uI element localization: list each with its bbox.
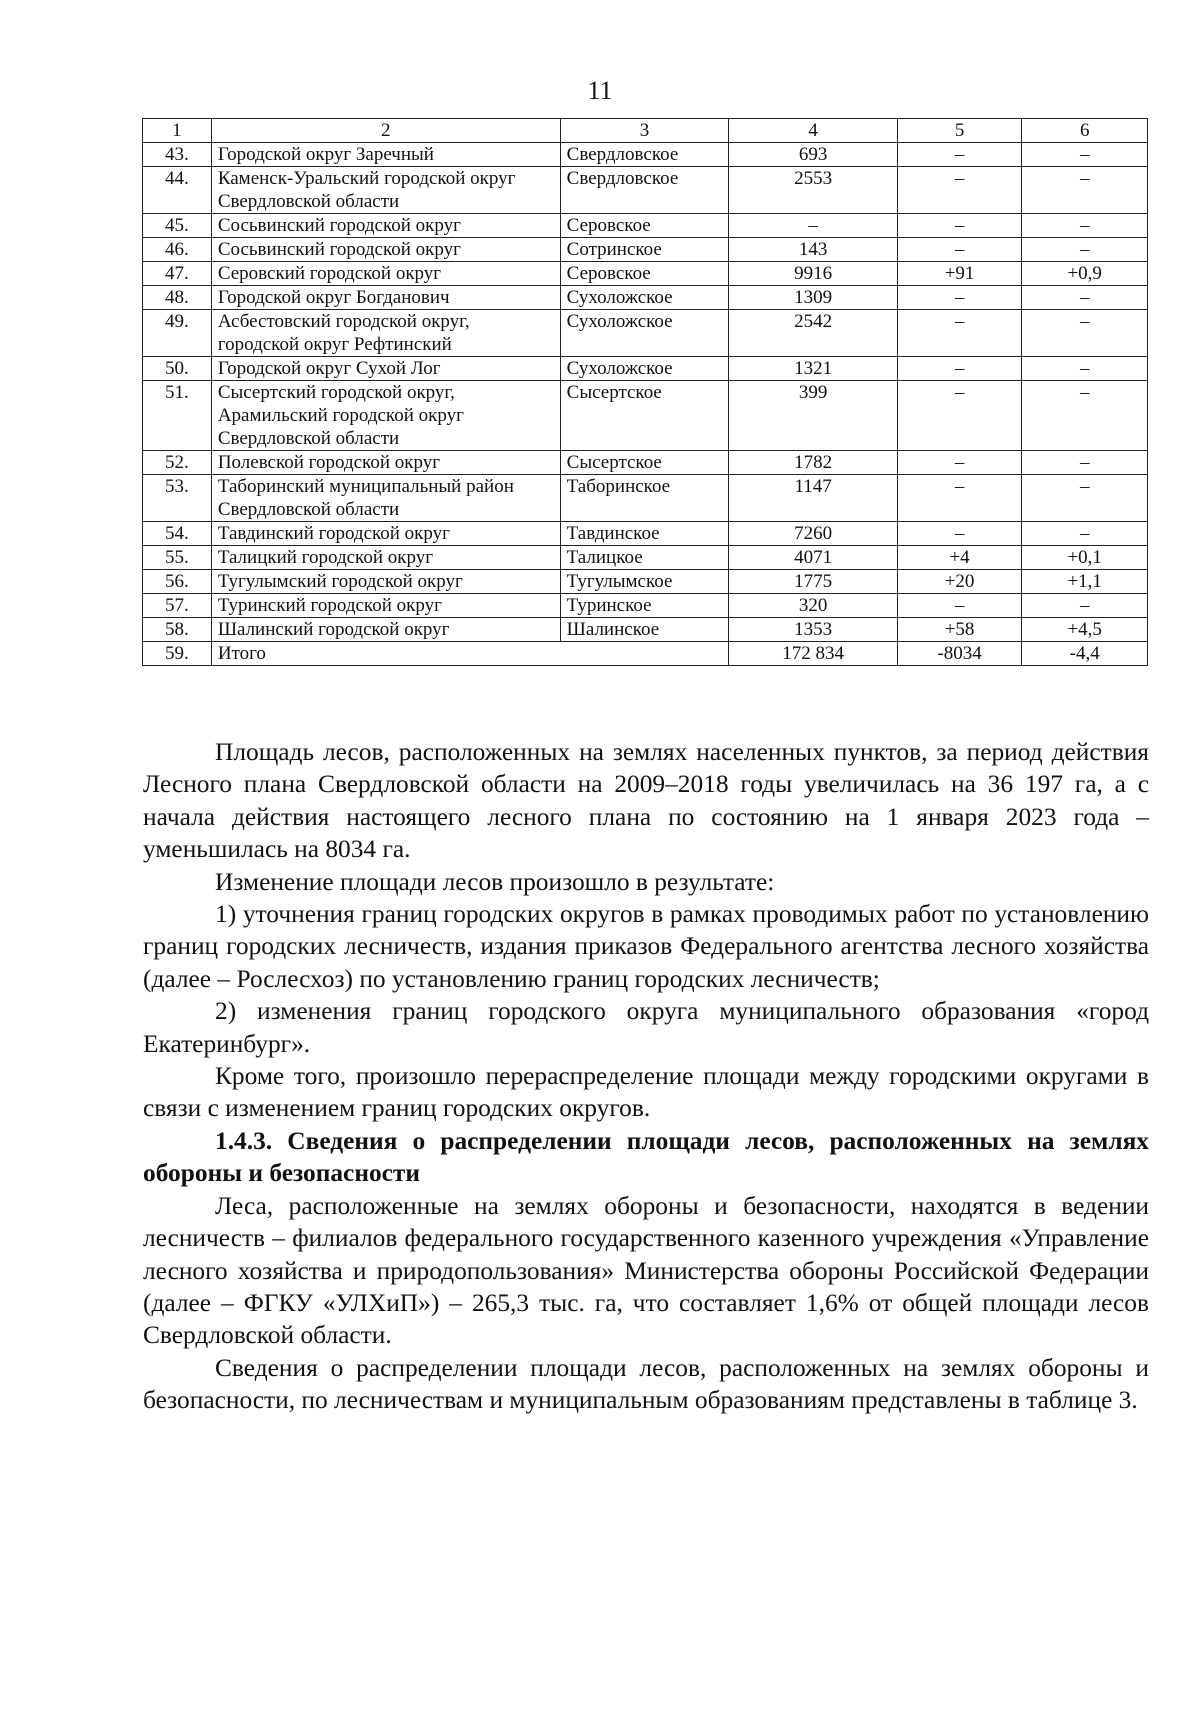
- table-cell: –: [1022, 522, 1148, 546]
- table-cell: Талицкое: [560, 546, 729, 570]
- header-cell: 1: [143, 119, 212, 143]
- table-cell: 56.: [143, 570, 212, 594]
- paragraph: 2) изменения границ городского округа муниципального образования «город Екатеринбург».: [143, 997, 1149, 1058]
- table-row: [143, 381, 1148, 451]
- table-row: [143, 570, 1148, 594]
- table-cell: Городской округ Богданович: [211, 286, 560, 310]
- table-row: [143, 167, 1148, 214]
- table-cell: +4,5: [1022, 618, 1148, 642]
- table-cell: +1,1: [1022, 570, 1148, 594]
- table-cell: +20: [897, 570, 1022, 594]
- table-cell: 1782: [729, 451, 897, 475]
- table-cell: Сысертское: [560, 451, 729, 475]
- paragraph: Сведения о распределении площади лесов, расположенных на землях обороны и безопасности, по лесничествам и муниципальным образованиям представлены в таблице 3.: [143, 1353, 1149, 1415]
- table-cell: Тавдинский городской округ: [211, 522, 560, 546]
- table-cell: Свердловское: [560, 143, 729, 167]
- table-cell: 1353: [729, 618, 897, 642]
- table-cell: –: [897, 594, 1022, 618]
- table-cell: –: [897, 451, 1022, 475]
- table-cell: –: [897, 475, 1022, 522]
- header-cell: 3: [560, 119, 729, 143]
- table-cell: Городской округ Заречный: [211, 143, 560, 167]
- table-cell: –: [1022, 475, 1148, 522]
- table-cell: Полевской городской округ: [211, 451, 560, 475]
- table-cell: –: [897, 522, 1022, 546]
- table-cell: –: [1022, 286, 1148, 310]
- table-cell: 45.: [143, 214, 212, 238]
- table-total-cell: 59.: [143, 642, 212, 666]
- table-cell: –: [1022, 381, 1148, 451]
- table-cell: 399: [729, 381, 897, 451]
- table-cell: 55.: [143, 546, 212, 570]
- paragraph: Изменение площади лесов произошло в результате:: [215, 867, 775, 896]
- table-cell: +0,1: [1022, 546, 1148, 570]
- table-cell: Тугулымский городской округ: [211, 570, 560, 594]
- table-total-cell: Итого: [211, 642, 729, 666]
- table-cell: Сосьвинский городской округ: [211, 238, 560, 262]
- forest-area-table: [142, 118, 1148, 666]
- table-row: [143, 214, 1148, 238]
- table-cell: –: [1022, 143, 1148, 167]
- table-cell: 52.: [143, 451, 212, 475]
- table-cell: 48.: [143, 286, 212, 310]
- table-cell: Шалинский городской округ: [211, 618, 560, 642]
- table-cell: Сысертское: [560, 381, 729, 451]
- table-cell: –: [897, 238, 1022, 262]
- table-cell: –: [897, 214, 1022, 238]
- table-cell: Туринский городской округ: [211, 594, 560, 618]
- table-cell: +91: [897, 262, 1022, 286]
- table-cell: Сосьвинский городской округ: [211, 214, 560, 238]
- table-cell: 693: [729, 143, 897, 167]
- table-cell: 49.: [143, 310, 212, 357]
- table-cell: 2542: [729, 310, 897, 357]
- table-cell: 51.: [143, 381, 212, 451]
- table-total-cell: -4,4: [1022, 642, 1148, 666]
- table-row: [143, 522, 1148, 546]
- table-cell: Сотринское: [560, 238, 729, 262]
- table-cell: –: [897, 286, 1022, 310]
- table-cell: Серовское: [560, 262, 729, 286]
- table-row: [143, 143, 1148, 167]
- table-row: [143, 310, 1148, 357]
- table-cell: –: [897, 167, 1022, 214]
- table-cell: –: [1022, 214, 1148, 238]
- table-cell: 46.: [143, 238, 212, 262]
- table-cell: Сухоложское: [560, 310, 729, 357]
- table-cell: –: [897, 357, 1022, 381]
- table-cell: Таборинское: [560, 475, 729, 522]
- paragraph: Площадь лесов, расположенных на землях населенных пунктов, за период действия Лесного плана Свердловской области на 2009–2018 годы увеличилась на 36 197 га, а с начала действия настоящего лесного плана по состоянию на 1 января 2023 года – уменьшилась на 8034 га.: [143, 738, 1149, 864]
- header-cell: 5: [897, 119, 1022, 143]
- paragraph: Леса, расположенные на землях обороны и безопасности, находятся в ведении лесничеств – филиалов федерального государственного казенного учреждения «Управление лесного хозяйства и природопользования» Министерства обороны Российской Федерации (далее – ФГКУ «УЛХиП») – 265,3 тыс. га, что составляет 1,6% от общей площади лесов Свердловской области.: [143, 1191, 1149, 1350]
- table-cell: +4: [897, 546, 1022, 570]
- table-cell: 58.: [143, 618, 212, 642]
- table-cell: 1321: [729, 357, 897, 381]
- table-cell: 1309: [729, 286, 897, 310]
- table-total-cell: 172 834: [729, 642, 897, 666]
- table-row: [143, 238, 1148, 262]
- table-cell: Талицкий городской округ: [211, 546, 560, 570]
- table-cell: 50.: [143, 357, 212, 381]
- table-cell: Городской округ Сухой Лог: [211, 357, 560, 381]
- table-total-cell: -8034: [897, 642, 1022, 666]
- table-cell: –: [1022, 238, 1148, 262]
- table-cell: Тугулымское: [560, 570, 729, 594]
- page-number: 11: [587, 76, 613, 105]
- table-row: [143, 618, 1148, 642]
- table-row: [143, 262, 1148, 286]
- table-cell: –: [897, 310, 1022, 357]
- table-cell: 47.: [143, 262, 212, 286]
- table-cell: +58: [897, 618, 1022, 642]
- table-cell: Каменск-Уральский городской округ Свердловской области: [211, 167, 560, 214]
- table-cell: 9916: [729, 262, 897, 286]
- table-cell: 44.: [143, 167, 212, 214]
- table-cell: 320: [729, 594, 897, 618]
- table-cell: Серовское: [560, 214, 729, 238]
- header-cell: 4: [729, 119, 897, 143]
- table-cell: 54.: [143, 522, 212, 546]
- table-cell: Шалинское: [560, 618, 729, 642]
- table-row: [143, 475, 1148, 522]
- table-row: [143, 546, 1148, 570]
- table-cell: 2553: [729, 167, 897, 214]
- table-row: [143, 451, 1148, 475]
- table-cell: Сухоложское: [560, 286, 729, 310]
- paragraph: Кроме того, произошло перераспределение площади между городскими округами в связи с изменением границ городских округов.: [143, 1062, 1149, 1123]
- table-total-row: [143, 642, 1148, 666]
- table-cell: Сысертский городской округ, Арамильский городской округ Свердловской области: [211, 381, 560, 451]
- table-cell: +0,9: [1022, 262, 1148, 286]
- table-cell: Сухоложское: [560, 357, 729, 381]
- table-cell: –: [897, 143, 1022, 167]
- table-cell: –: [1022, 357, 1148, 381]
- table-cell: –: [1022, 451, 1148, 475]
- table-cell: –: [729, 214, 897, 238]
- table-row: [143, 286, 1148, 310]
- table-cell: 53.: [143, 475, 212, 522]
- table-cell: –: [1022, 167, 1148, 214]
- table-cell: 7260: [729, 522, 897, 546]
- table-row: [143, 594, 1148, 618]
- table-cell: Серовский городской округ: [211, 262, 560, 286]
- table-cell: 4071: [729, 546, 897, 570]
- table-cell: 43.: [143, 143, 212, 167]
- section-heading: 1.4.3. Сведения о распределении площади лесов, расположенных на землях обороны и безопасности: [143, 1126, 1149, 1188]
- table-cell: Таборинский муниципальный район Свердловской области: [211, 475, 560, 522]
- table-cell: Туринское: [560, 594, 729, 618]
- table-cell: 1775: [729, 570, 897, 594]
- table-cell: –: [897, 381, 1022, 451]
- table-cell: 57.: [143, 594, 212, 618]
- table-cell: Свердловское: [560, 167, 729, 214]
- table-cell: Тавдинское: [560, 522, 729, 546]
- table-cell: –: [1022, 310, 1148, 357]
- paragraph: 1) уточнения границ городских округов в рамках проводимых работ по установлению границ городских лесничеств, издания приказов Федерального агентства лесного хозяйства (далее – Рослесхоз) по установлению границ городских лесничеств;: [143, 900, 1149, 993]
- table-cell: Асбестовский городской округ, городской округ Рефтинский: [211, 310, 560, 357]
- table-header-row: [143, 119, 1148, 143]
- table-cell: 1147: [729, 475, 897, 522]
- table-cell: –: [1022, 594, 1148, 618]
- table-row: [143, 357, 1148, 381]
- table-cell: 143: [729, 238, 897, 262]
- body-text: [143, 736, 1149, 1417]
- header-cell: 6: [1022, 119, 1148, 143]
- header-cell: 2: [211, 119, 560, 143]
